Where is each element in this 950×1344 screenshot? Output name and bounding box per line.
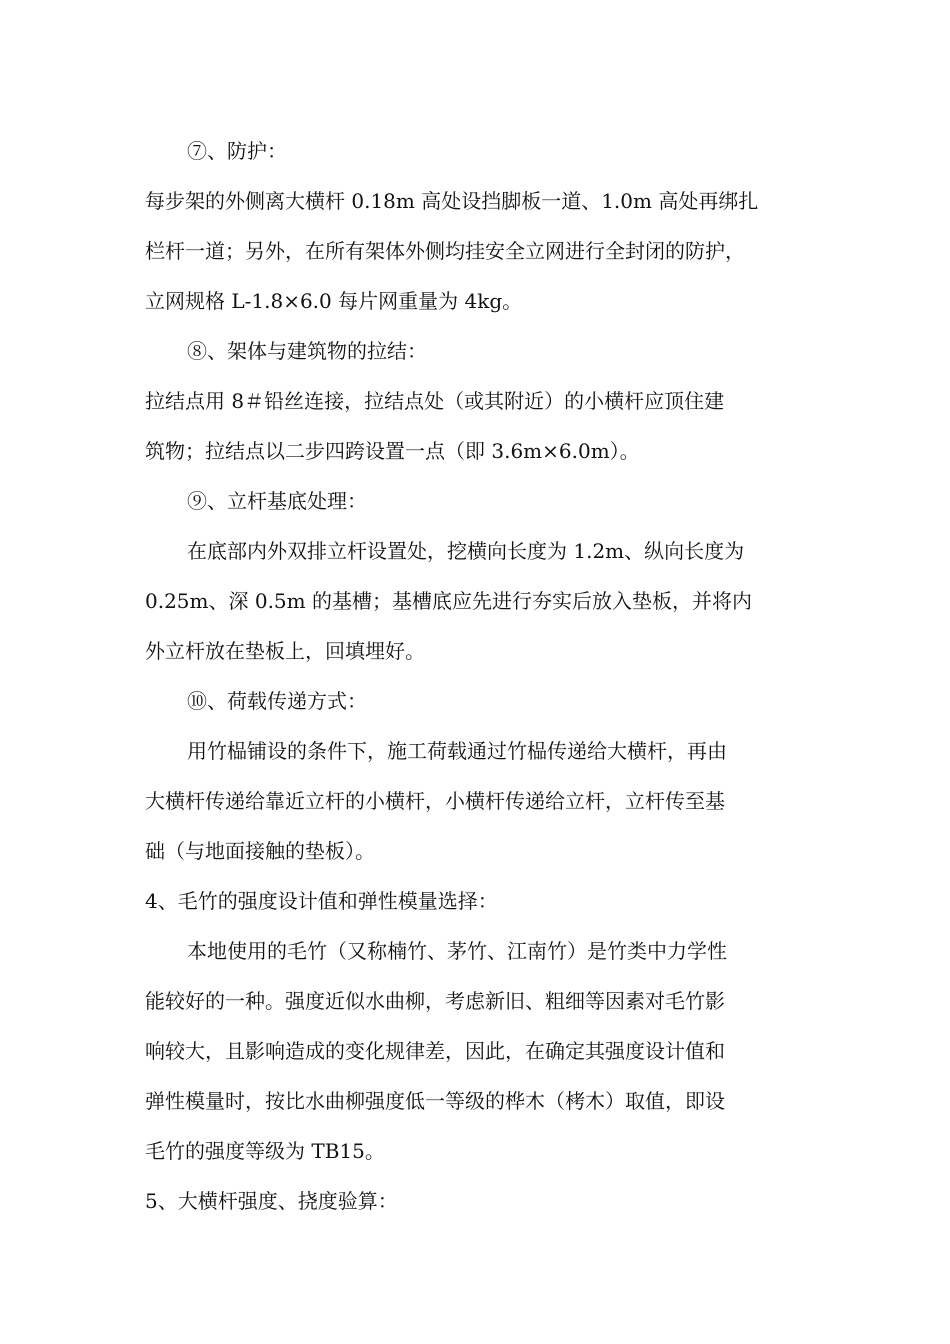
heading-protection: ⑦、防护： [187,139,287,163]
section-heading-4: 4、毛竹的强度设计值和弹性模量选择： [145,889,498,913]
paragraph-line: 每步架的外侧离大横杆 0.18m 高处设挡脚板一道、1.0m 高处再绑扎 [145,189,759,213]
paragraph-line: 拉结点用 8＃铅丝连接，拉结点处（或其附近）的小横杆应顶住建 [145,389,725,413]
heading-pole-base: ⑨、立杆基底处理： [187,489,367,513]
paragraph-line: 在底部内外双排立杆设置处，挖横向长度为 1.2m、纵向长度为 [187,539,745,563]
paragraph-line: 础（与地面接触的垫板）。 [145,839,375,863]
paragraph-line: 能较好的一种。强度近似水曲柳，考虑新旧、粗细等因素对毛竹影 [145,989,725,1013]
paragraph-line: 本地使用的毛竹（又称楠竹、茅竹、江南竹）是竹类中力学性 [187,939,727,963]
paragraph-line: 栏杆一道；另外，在所有架体外侧均挂安全立网进行全封闭的防护， [145,239,745,263]
paragraph-line: 0.25m、深 0.5m 的基槽；基槽底应先进行夯实后放入垫板，并将内 [145,589,752,613]
paragraph-line: 毛竹的强度等级为 TB15。 [145,1139,385,1163]
section-heading-5: 5、大横杆强度、挠度验算： [145,1189,398,1213]
paragraph-line: 立网规格 L-1.8×6.0 每片网重量为 4kg。 [145,289,523,313]
paragraph-line: 弹性模量时，按比水曲柳强度低一等级的桦木（栲木）取值，即设 [145,1089,725,1113]
paragraph-line: 大横杆传递给靠近立杆的小横杆，小横杆传递给立杆，立杆传至基 [145,789,725,813]
paragraph-line: 外立杆放在垫板上，回填埋好。 [145,639,425,663]
paragraph-line: 响较大，且影响造成的变化规律差，因此，在确定其强度设计值和 [145,1039,725,1063]
paragraph-line: 筑物；拉结点以二步四跨设置一点（即 3.6m×6.0m）。 [145,439,640,463]
heading-load-transfer: ⑩、荷载传递方式： [187,689,367,713]
paragraph-line: 用竹榀铺设的条件下，施工荷载通过竹榀传递给大横杆，再由 [187,739,727,763]
heading-tie-to-building: ⑧、架体与建筑物的拉结： [187,339,427,363]
